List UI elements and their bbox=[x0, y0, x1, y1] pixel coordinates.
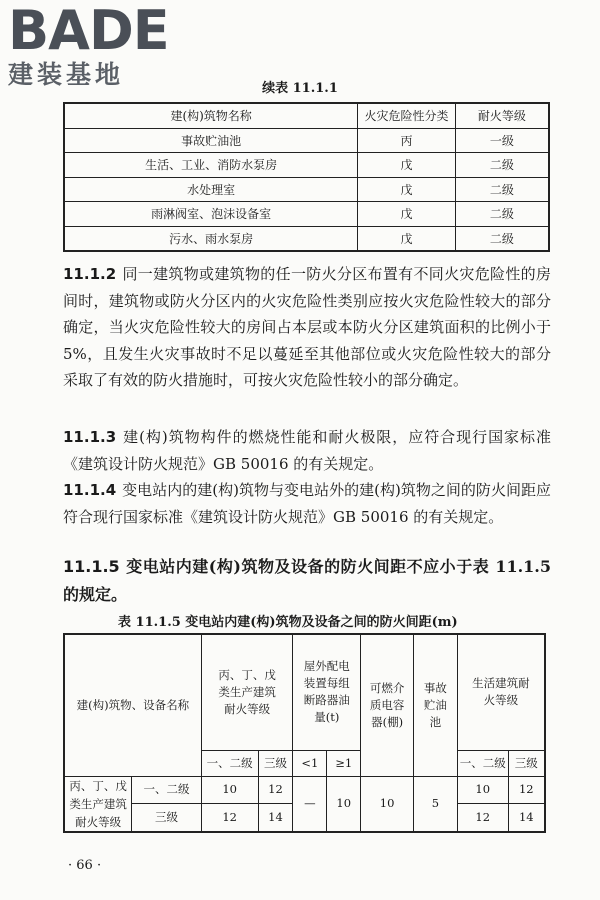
header-fire-risk: 火灾危险性分类 bbox=[358, 103, 456, 128]
clause-text: 建(构)筑物构件的燃烧性能和耐火极限，应符合现行国家标准《建筑设计防火规范》GB 50016 的有关规定。 bbox=[63, 428, 551, 473]
cell: 12 bbox=[201, 804, 258, 832]
clause-text: 变电站内的建(构)筑物与变电站外的建(构)筑物之间的防火间距应符合现行国家标准《建筑设计防火规范》GB 50016 的有关规定。 bbox=[63, 481, 551, 526]
cell: 二级 bbox=[455, 153, 549, 178]
header-building-name: 建(构)筑物名称 bbox=[64, 103, 358, 128]
table1-caption: 续表 11.1.1 bbox=[262, 81, 338, 96]
subheader-grade: 一、二级 bbox=[201, 750, 258, 776]
cell: 雨淋阀室、泡沫设备室 bbox=[64, 202, 358, 227]
cell: — bbox=[293, 776, 327, 832]
cell: 10 bbox=[201, 776, 258, 804]
cell: 12 bbox=[457, 804, 508, 832]
subheader-oil: <1 bbox=[293, 750, 327, 776]
logo-wordmark: BADE bbox=[8, 0, 169, 62]
cell: 戊 bbox=[358, 202, 456, 227]
cell: 污水、雨水泵房 bbox=[64, 226, 358, 251]
cell: 10 bbox=[327, 776, 361, 832]
header-item-name: 建(构)筑物、设备名称 bbox=[64, 634, 201, 776]
header-outdoor-switchgear: 屋外配电装置每组断路器油量(t) bbox=[293, 634, 361, 750]
cell: 14 bbox=[508, 804, 545, 832]
subheader-grade: 三级 bbox=[508, 750, 545, 776]
cell: 二级 bbox=[455, 177, 549, 202]
table-row bbox=[64, 128, 549, 153]
cell: 戊 bbox=[358, 153, 456, 178]
table-header-row bbox=[64, 634, 545, 750]
table-row bbox=[64, 153, 549, 178]
header-production-building: 丙、丁、戊类生产建筑耐火等级 bbox=[201, 634, 293, 750]
table-header-row bbox=[64, 103, 549, 128]
table2-caption: 表 11.1.5 变电站内建(构)筑物及设备之间的防火间距(m) bbox=[118, 615, 458, 630]
subheader-grade: 一、二级 bbox=[457, 750, 508, 776]
table-row bbox=[64, 177, 549, 202]
table-row bbox=[64, 776, 545, 804]
header-fire-rating: 耐火等级 bbox=[455, 103, 549, 128]
cell: 生活、工业、消防水泵房 bbox=[64, 153, 358, 178]
header-oil-pit: 事故贮油池 bbox=[414, 634, 458, 776]
header-living-building: 生活建筑耐火等级 bbox=[457, 634, 545, 750]
clause-11-1-2 bbox=[63, 261, 551, 394]
cell: 12 bbox=[258, 776, 293, 804]
logo-subtitle: 建装基地 bbox=[8, 60, 125, 89]
cell: 二级 bbox=[455, 202, 549, 227]
cell: 12 bbox=[508, 776, 545, 804]
cell: 水处理室 bbox=[64, 177, 358, 202]
row-group-label: 丙、丁、戊类生产建筑耐火等级 bbox=[64, 776, 132, 832]
clause-number: 11.1.3 bbox=[63, 428, 117, 446]
cell: 戊 bbox=[358, 226, 456, 251]
cell: 三级 bbox=[132, 804, 202, 832]
cell: 丙 bbox=[358, 128, 456, 153]
clause-number: 11.1.4 bbox=[63, 481, 117, 499]
table-row bbox=[64, 226, 549, 251]
subheader-oil: ≥1 bbox=[327, 750, 361, 776]
cell: 5 bbox=[414, 776, 458, 832]
header-capacitor: 可燃介质电容器(棚) bbox=[361, 634, 414, 776]
cell: 10 bbox=[361, 776, 414, 832]
clause-number: 11.1.2 bbox=[63, 265, 117, 283]
table-fire-classification bbox=[63, 102, 550, 252]
cell: 一级 bbox=[455, 128, 549, 153]
cell: 戊 bbox=[358, 177, 456, 202]
clause-11-1-5 bbox=[63, 553, 551, 609]
cell: 10 bbox=[457, 776, 508, 804]
page-number: · 66 · bbox=[68, 858, 102, 873]
clause-11-1-3 bbox=[63, 424, 551, 477]
table-fire-distance bbox=[63, 633, 546, 833]
clause-number: 11.1.5 bbox=[63, 557, 120, 576]
subheader-grade: 三级 bbox=[258, 750, 293, 776]
cell: 事故贮油池 bbox=[64, 128, 358, 153]
clause-text: 变电站内建(构)筑物及设备的防火间距不应小于表 11.1.5 的规定。 bbox=[63, 557, 551, 604]
cell: 二级 bbox=[455, 226, 549, 251]
clause-11-1-4 bbox=[63, 477, 551, 530]
clause-text: 同一建筑物或建筑物的任一防火分区布置有不同火灾危险性的房间时，建筑物或防火分区内的火灾危险性类别应按火灾危险性较大的部分确定，当火灾危险性较大的房间占本层或本防火分区建筑面积的比例小于 5%，且发生火灾事故时不足以蔓延至其他部位或火灾危险性较大的部分采取了有效的防火措施时，可按火灾危险性较小的部分确定。 bbox=[63, 265, 551, 389]
cell: 14 bbox=[258, 804, 293, 832]
cell: 一、二级 bbox=[132, 776, 202, 804]
table-row bbox=[64, 202, 549, 227]
